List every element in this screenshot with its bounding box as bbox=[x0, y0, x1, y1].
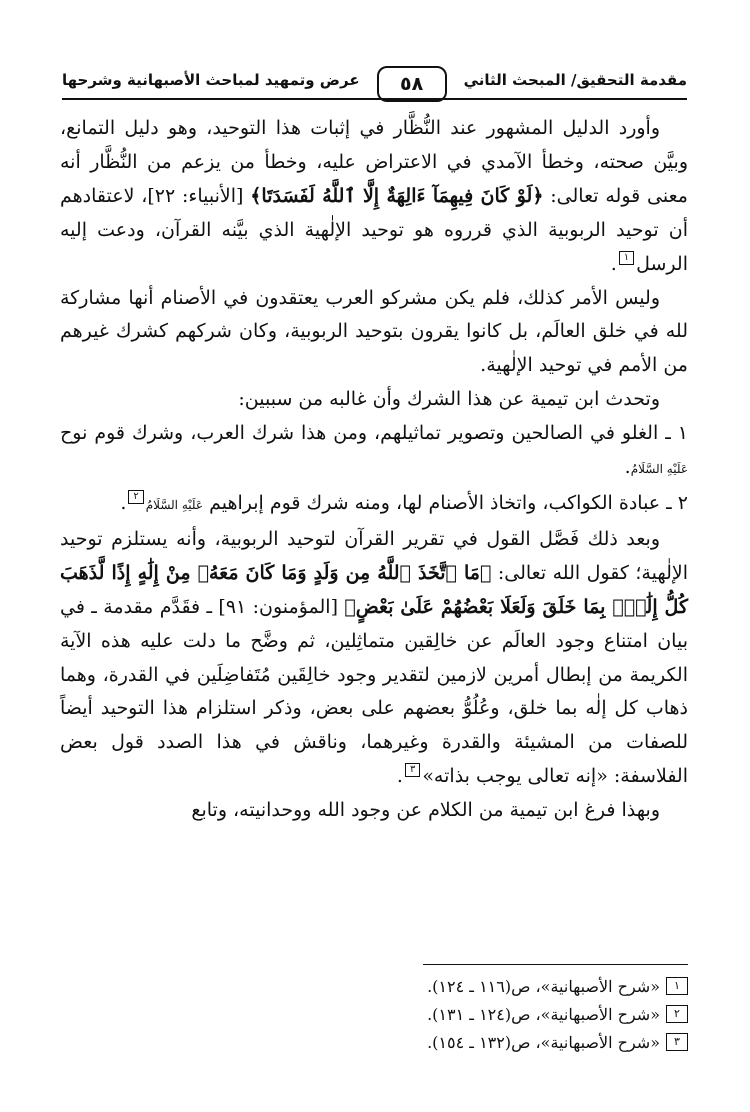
footnote-1 bbox=[288, 972, 688, 1000]
footnote-ref-2[interactable]: ٢ bbox=[128, 490, 143, 504]
main-text bbox=[60, 112, 688, 828]
footnote-ref-3[interactable]: ٣ bbox=[405, 763, 420, 777]
honorific-nuh: عَلَيْهِ السَّلَامُ bbox=[630, 462, 688, 477]
footnote-1-number: ١ bbox=[666, 977, 688, 995]
footnotes bbox=[288, 972, 688, 1056]
paragraph-6-text-a: وبعد ذلك فَصَّل القول في تقرير القرآن لتوحيد الربوبية، وأنه يستلزم توحيد الإلٰهية؛ كقول الله تعالى: bbox=[60, 527, 688, 584]
footnote-2 bbox=[288, 1000, 688, 1028]
footnote-1-text: «شرح الأصبهانية»، ص(١١٦ ـ ١٢٤). bbox=[427, 976, 660, 996]
honorific-ibrahim: عَلَيْهِ السَّلَامُ bbox=[145, 497, 204, 512]
quran-verse-muminun: ﴿مَا ٱتَّخَذَ ٱللَّهُ مِن وَلَدٍ وَمَا كَانَ مَعَهُۥ مِنْ إِلَٰهٍ إِذًا لَّذَهَبَ كُلُّ إِلَٰهٍۭ بِمَا خَلَقَ وَلَعَلَا بَعْضُهُمْ عَلَىٰ بَعْضٍ﴾ bbox=[60, 561, 688, 618]
paragraph-1-text-a: وأورد الدليل المشهور عند النُّظَّار في إثبات هذا التوحيد، وهو دليل التمانع، وبيَّن صحته، وخطأ الآمدي في الاعتراض عليه، وخطأ من يزعم من النُّظَّار أنه معنى قوله تعالى: bbox=[60, 117, 688, 207]
footnote-3 bbox=[288, 1028, 688, 1056]
paragraph-5-text: ٢ ـ عبادة الكواكب، واتخاذ الأصنام لها، ومنه شرك قوم إبراهيم bbox=[203, 491, 688, 514]
paragraph-6 bbox=[60, 523, 688, 794]
paragraph-5-end: . bbox=[120, 491, 127, 514]
quran-verse-anbiya: ﴿لَوْ كَانَ فِيهِمَآ ءَالِهَةٌ إِلَّا ٱللَّهُ لَفَسَدَتَا﴾ bbox=[250, 184, 544, 207]
paragraph-1 bbox=[60, 112, 688, 282]
paragraph-1-text-b: [الأنبياء: ٢٢]، لاعتقادهم أن توحيد الربوبية الذي قرروه هو توحيد الإلٰهية الذي بيَّنه القرآن، ودعت إليه الرسل bbox=[60, 184, 688, 275]
page-number: ٥٨ bbox=[377, 66, 447, 102]
paragraph-7: وبهذا فرغ ابن تيمية من الكلام عن وجود الله ووحدانيته، وتابع bbox=[191, 799, 660, 822]
paragraph-2: وليس الأمر كذلك، فلم يكن مشركو العرب يعتقدون في الأصنام أنها مشاركة لله في خلق العالَم، بل كانوا يقرون بتوحيد الربوبية، وكان شركهم كشرك غيرهم من الأمم في توحيد الإلٰهية. bbox=[60, 286, 688, 377]
paragraph-3: وتحدث ابن تيمية عن هذا الشرك وأن غالبه من سببين: bbox=[238, 388, 660, 411]
footnote-3-number: ٣ bbox=[666, 1033, 688, 1051]
paragraph-4 bbox=[60, 417, 688, 487]
footnote-3-text: «شرح الأصبهانية»، ص(١٣٢ ـ ١٥٤). bbox=[427, 1032, 660, 1052]
header-section-title: عرض وتمهيد لمباحث الأصبهانية وشرحها bbox=[62, 71, 360, 89]
paragraph-4-end: . bbox=[624, 456, 631, 479]
paragraph-6-end: . bbox=[396, 765, 403, 788]
footnote-2-text: «شرح الأصبهانية»، ص(١٢٤ ـ ١٣١). bbox=[427, 1004, 660, 1024]
footnote-2-number: ٢ bbox=[666, 1005, 688, 1023]
paragraph-6-text-b: [المؤمنون: ٩١] ـ فقَدَّم مقدمة ـ في بيان امتناع وجود العالَم عن خالِقين متماثِلين، ثم وضَّح ما دلت عليه هذه الآية الكريمة من إبطال أمرين لازمين لتقدير وجود خالِقَين مُتَفاضِلَين في القدرة، وهما ذهاب كل إلٰه بما خلق، وعُلُوُّ بعضهم على بعض، وذكر استلزام هذا التوحيد أيضاً للصفات من المشيئة والقدرة وغيرهما، وناقش في هذا الصدد قول بعض الفلاسفة: «إنه تعالى يوجب بذاته» bbox=[60, 595, 688, 788]
paragraph-5 bbox=[60, 487, 688, 523]
header-rule bbox=[62, 98, 687, 100]
footnote-ref-1[interactable]: ١ bbox=[619, 251, 634, 265]
header-chapter-title: مقدمة التحقيق/ المبحث الثاني bbox=[463, 71, 687, 89]
page-header bbox=[62, 60, 687, 100]
footnote-separator bbox=[423, 964, 688, 965]
paragraph-1-end: . bbox=[610, 252, 617, 275]
paragraph-4-text: ١ ـ الغلو في الصالحين وتصوير تماثيلهم، ومن هذا شرك العرب، وشرك قوم نوح bbox=[60, 422, 688, 445]
